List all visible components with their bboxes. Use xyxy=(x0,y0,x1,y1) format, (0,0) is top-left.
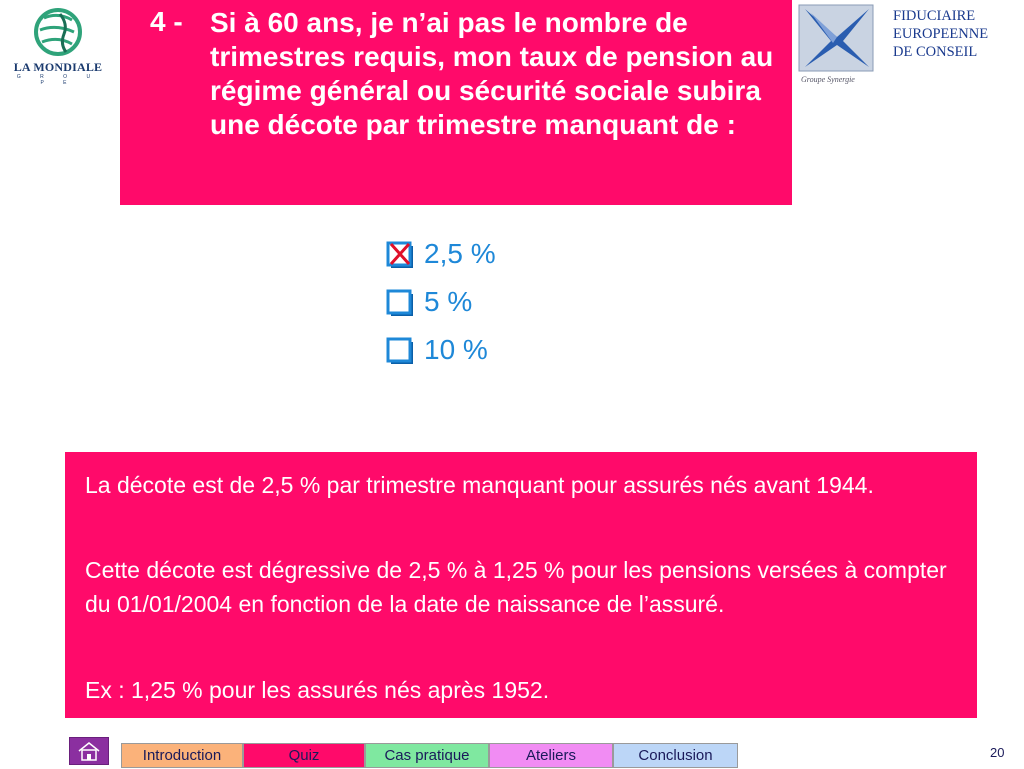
tab-label: Introduction xyxy=(142,747,222,764)
tab-introduction[interactable] xyxy=(121,743,243,768)
fiduciaire-line-1: FIDUCIAIRE xyxy=(893,8,976,24)
fiduciaire-wordmark xyxy=(893,7,988,61)
question-header xyxy=(120,0,792,205)
tab-conclusion[interactable] xyxy=(613,743,738,768)
checkbox-icon[interactable] xyxy=(386,337,412,363)
tab-cas-pratique[interactable] xyxy=(365,743,489,768)
la-mondiale-subtitle: G R O U P E xyxy=(16,74,100,86)
globe-face-icon xyxy=(6,4,110,60)
la-mondiale-wordmark: LA MONDIALE xyxy=(13,60,103,74)
explanation-paragraph-2: Cette décote est dégressive de 2,5 % à 1,25 % pour les pensions versées à compter du 01/01/2004 en fonction de la date de naissance de l’assuré. xyxy=(85,557,947,617)
tab-ateliers[interactable] xyxy=(489,743,613,768)
fiduciaire-line-3: DE CONSEIL xyxy=(893,44,978,60)
option-2-5-percent[interactable] xyxy=(386,230,496,278)
tab-label: Cas pratique xyxy=(384,747,470,764)
option-label: 10 % xyxy=(424,334,488,365)
option-5-percent[interactable] xyxy=(386,278,496,326)
section-nav xyxy=(121,743,738,768)
page-number: 20 xyxy=(990,745,1005,760)
answer-options xyxy=(386,230,496,374)
tab-label: Conclusion xyxy=(638,747,713,764)
option-label: 2,5 % xyxy=(424,238,496,269)
question-number: 4 - xyxy=(150,6,183,37)
answer-explanation xyxy=(65,452,977,718)
question-text: Si à 60 ans, je n’ai pas le nombre de trimestres requis, mon taux de pension au régime général ou sécurité sociale subira une décote par trimestre manquant de : xyxy=(210,7,774,140)
option-10-percent[interactable] xyxy=(386,326,496,374)
checkbox-checked-icon[interactable] xyxy=(386,241,412,267)
la-mondiale-logo xyxy=(6,4,110,86)
checkbox-icon[interactable] xyxy=(386,289,412,315)
explanation-paragraph-3: Ex : 1,25 % pour les assurés nés après 1952. xyxy=(85,677,550,703)
explanation-paragraph-1: La décote est de 2,5 % par trimestre manquant pour assurés nés avant 1944. xyxy=(85,472,874,498)
fiduciaire-logo xyxy=(797,3,877,91)
option-label: 5 % xyxy=(424,286,473,317)
signature-text: Groupe Synergie xyxy=(801,75,855,84)
tab-quiz[interactable] xyxy=(243,743,365,768)
home-button[interactable] xyxy=(69,737,109,765)
tab-label: Quiz xyxy=(288,747,320,764)
fiduciaire-line-2: EUROPEENNE xyxy=(893,26,989,42)
home-icon xyxy=(70,738,108,764)
tab-label: Ateliers xyxy=(525,747,577,764)
